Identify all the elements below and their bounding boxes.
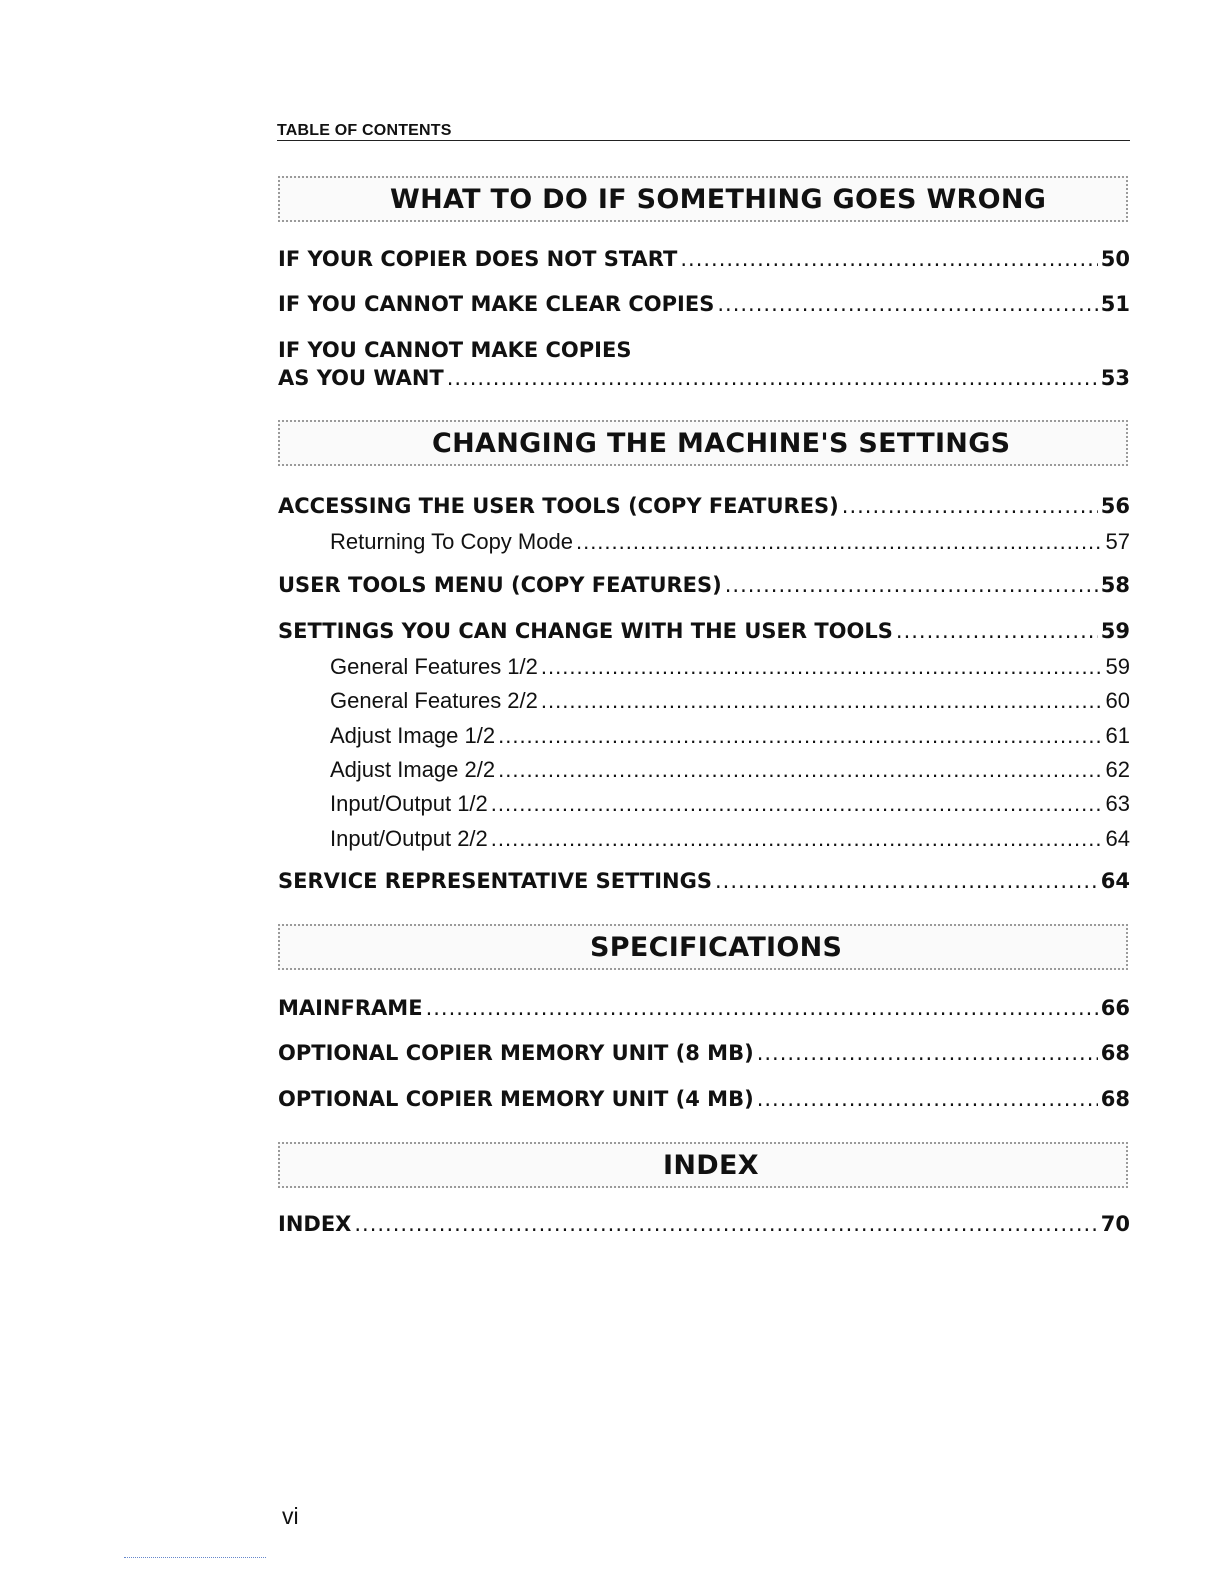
dot-leader [354, 1212, 1097, 1236]
section-title: CHANGING THE MACHINE'S SETTINGS [432, 427, 1011, 459]
toc-entry-page: 64 [1105, 826, 1130, 851]
toc-entry-page: 66 [1100, 996, 1130, 1020]
section-title: INDEX [663, 1149, 759, 1181]
section-heading-box [278, 1142, 1128, 1188]
dot-leader [491, 791, 1103, 817]
toc-entry[interactable] [278, 619, 1130, 643]
toc-entry-text: Adjust Image 2/2 [330, 757, 496, 782]
toc-entry[interactable] [278, 247, 1130, 271]
section-title: SPECIFICATIONS [590, 931, 843, 963]
toc-entry-page: 60 [1105, 688, 1130, 713]
dot-leader [896, 619, 1098, 643]
toc-subentry[interactable] [330, 757, 1130, 783]
page-number: vi [282, 1503, 299, 1529]
toc-entry[interactable] [278, 292, 1130, 316]
dot-leader [680, 247, 1097, 271]
dot-leader [447, 366, 1098, 390]
toc-entry-page: 61 [1105, 723, 1130, 748]
toc-entry-page: 58 [1100, 573, 1130, 597]
dot-leader [541, 688, 1103, 714]
toc-entry-page: 68 [1100, 1041, 1130, 1065]
toc-entry-text: SETTINGS YOU CAN CHANGE WITH THE USER TOOLS [278, 619, 893, 643]
toc-entry-text: ACCESSING THE USER TOOLS (COPY FEATURES) [278, 494, 839, 518]
dot-leader [715, 869, 1098, 893]
toc-subentry[interactable] [330, 688, 1130, 714]
dot-leader [491, 826, 1103, 852]
toc-entry-page: 56 [1100, 494, 1130, 518]
toc-entry-page: 59 [1100, 619, 1130, 643]
toc-entry-text: IF YOUR COPIER DOES NOT START [278, 247, 678, 271]
toc-entry-text: General Features 1/2 [330, 654, 538, 679]
dot-leader [725, 573, 1098, 597]
toc-entry-page: 64 [1100, 869, 1130, 893]
toc-entry-text: Returning To Copy Mode [330, 529, 573, 554]
toc-entry-text: INDEX [278, 1212, 352, 1236]
toc-entry[interactable] [278, 494, 1130, 518]
toc-entry-page: 53 [1100, 366, 1130, 390]
toc-entry-text: General Features 2/2 [330, 688, 538, 713]
toc-entry-text: IF YOU CANNOT MAKE CLEAR COPIES [278, 292, 715, 316]
dot-leader [541, 654, 1103, 680]
toc-entry[interactable] [278, 1212, 1130, 1236]
dot-leader [757, 1087, 1098, 1111]
toc-subentry[interactable] [330, 826, 1130, 852]
section-title: WHAT TO DO IF SOMETHING GOES WRONG [390, 183, 1047, 215]
toc-entry-text: AS YOU WANT [278, 366, 444, 390]
dot-leader [498, 723, 1102, 749]
toc-entry-page: 59 [1105, 654, 1130, 679]
header-rule [277, 140, 1130, 141]
toc-entry-page: 62 [1105, 757, 1130, 782]
dot-leader [498, 757, 1102, 783]
toc-entry[interactable] [278, 573, 1130, 597]
toc-entry[interactable] [278, 869, 1130, 893]
dot-leader [426, 996, 1098, 1020]
toc-entry-page: 57 [1105, 529, 1130, 554]
section-heading-box [278, 924, 1128, 970]
running-header: TABLE OF CONTENTS [277, 122, 452, 139]
toc-entry-text: Input/Output 1/2 [330, 791, 488, 816]
dot-leader [576, 529, 1103, 555]
dot-leader [757, 1041, 1098, 1065]
section-heading-box [278, 420, 1128, 466]
toc-subentry[interactable] [330, 529, 1130, 555]
toc-entry[interactable] [278, 996, 1130, 1020]
toc-entry[interactable] [278, 1087, 1130, 1111]
scan-edge-mark [124, 1557, 266, 1559]
toc-entry-text: OPTIONAL COPIER MEMORY UNIT (4 MB) [278, 1087, 754, 1111]
toc-subentry[interactable] [330, 723, 1130, 749]
toc-entry[interactable] [278, 1041, 1130, 1065]
toc-entry-text: Input/Output 2/2 [330, 826, 488, 851]
toc-entry-page: 51 [1100, 292, 1130, 316]
dot-leader [717, 292, 1097, 316]
toc-entry-text-line1[interactable]: IF YOU CANNOT MAKE COPIES [278, 338, 632, 362]
toc-subentry[interactable] [330, 654, 1130, 680]
dot-leader [842, 494, 1098, 518]
toc-entry-text: OPTIONAL COPIER MEMORY UNIT (8 MB) [278, 1041, 754, 1065]
toc-entry-text: Adjust Image 1/2 [330, 723, 496, 748]
toc-entry-text: SERVICE REPRESENTATIVE SETTINGS [278, 869, 712, 893]
toc-subentry[interactable] [330, 791, 1130, 817]
toc-entry-page: 63 [1105, 791, 1130, 816]
toc-entry-page: 70 [1100, 1212, 1130, 1236]
toc-entry[interactable] [278, 366, 1130, 390]
section-heading-box [278, 176, 1128, 222]
toc-entry-page: 50 [1100, 247, 1130, 271]
toc-entry-text: MAINFRAME [278, 996, 423, 1020]
toc-entry-text: USER TOOLS MENU (COPY FEATURES) [278, 573, 722, 597]
toc-entry-page: 68 [1100, 1087, 1130, 1111]
